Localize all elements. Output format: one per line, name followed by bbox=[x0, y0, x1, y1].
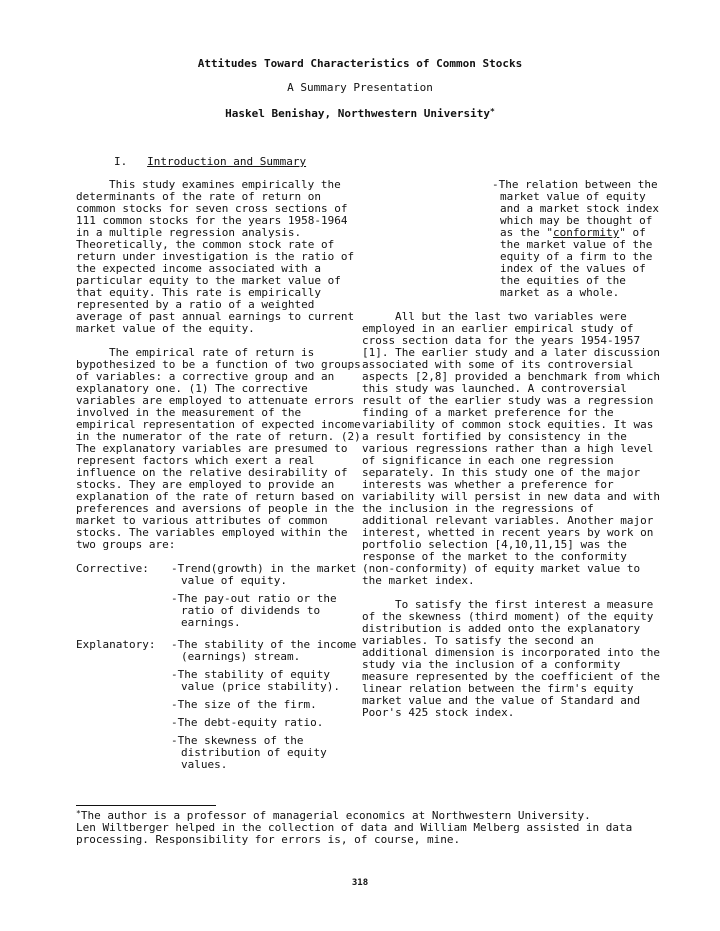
variable-item: -The debt-equity ratio. bbox=[171, 716, 324, 729]
footnote-rule bbox=[76, 805, 216, 806]
explanatory-variables bbox=[76, 639, 366, 777]
footnote-line-2: Len Wiltberger helped in the collection of data and William Melberg assisted in data processing. Responsibility for errors is, of course, mine. bbox=[76, 821, 633, 846]
footnote bbox=[76, 810, 676, 846]
prior-study-paragraph: All but the last two variables were employed in an earlier empirical study of cross section data for the years 1954-1957 [1]. The earlier study and a later discussion associated with some of its controversial aspects [2,8] provided a benchmark from which this study was launched. A controversial result of the earlier study was a regression finding of a market preference for the variability of common stock equities. It was a result fortified by consistency in the various regressions rather than a high level of significance in each one regression separately. In this study one of the major interests was whether a preference for variability will persist in new data and with the inclusion in the regressions of additional relevant variables. Another major interest, whetted in recent years by work on portfolio selection [4,10,11,15] was the response of the market to the conformity (non-conformity) of equity market value to the market index. bbox=[362, 310, 661, 587]
section-title: Introduction and Summary bbox=[147, 155, 307, 168]
variable-item: -The stability of the income (earnings) stream. bbox=[171, 638, 357, 663]
footnote-mark: * bbox=[76, 809, 81, 818]
variable-item: -The skewness of the distribution of equity values. bbox=[171, 734, 327, 771]
variable-item: -The pay-out ratio or the ratio of dividends to earnings. bbox=[171, 592, 337, 629]
right-column bbox=[362, 179, 662, 719]
hypothesis-paragraph: The empirical rate of return is bypothesized to be a function of two groups of variables: a corrective group and an explanatory one. (1) The corrective variables are employed to attenuate errors involved in the measurement of the empirical representation of expected income in the numerator of the rate of return. (2) The explanatory variables are presumed to represent factors which exert a real influence on the relative desirability of stocks. They are employed to provide an explanation of the rate of return based on preferences and aversions of people in the market to various attributes of common stocks. The variables employed within the two groups are: bbox=[76, 346, 361, 551]
paper-subtitle: A Summary Presentation bbox=[287, 81, 433, 94]
section-heading bbox=[114, 156, 306, 168]
measures-paragraph: To satisfy the first interest a measure of the skewness (third moment) of the equity distribution is added onto the explanatory variables. To satisfy the second an additional dimension is incorporated into the study via the inclusion of a conformity measure represented by the coefficient of the linear relation between the firm's equity market value and the value of Standard and Poor's 425 stock index. bbox=[362, 598, 661, 719]
conformity-item-start: -The relation between the market value of equity and a market stock index which may be thought of as the " bbox=[492, 178, 659, 239]
variable-item: -The size of the firm. bbox=[171, 698, 317, 711]
conformity-term: conformity bbox=[552, 226, 620, 239]
conformity-item-end: " of the market value of the equity of a firm to the index of the values of the equities of the market as a whole. bbox=[500, 226, 653, 299]
left-column bbox=[76, 179, 366, 777]
page-number: 318 bbox=[351, 878, 369, 888]
author-footnote-mark: * bbox=[490, 107, 495, 116]
corrective-label: Corrective: bbox=[76, 562, 149, 575]
author-name: Haskel Benishay, Northwestern University bbox=[225, 107, 491, 120]
paper-title: Attitudes Toward Characteristics of Common Stocks bbox=[197, 57, 523, 70]
section-number: I. bbox=[114, 155, 128, 168]
variable-item: -The stability of equity value (price stability). bbox=[171, 668, 340, 693]
explanatory-label: Explanatory: bbox=[76, 638, 156, 651]
variable-item: -Trend(growth) in the market value of equity. bbox=[171, 562, 357, 587]
conformity-variable-item bbox=[362, 179, 662, 299]
author-line bbox=[0, 108, 720, 120]
corrective-variables bbox=[76, 563, 366, 635]
intro-paragraph: This study examines empirically the determinants of the rate of return on common stocks for seven cross sections of 111 common stocks for the years 1958-1964 in a multiple regression analysis. Theoretically, the common stock rate of return under investigation is the ratio of the expected income associated with a particular equity to the market value of that equity. This rate is empirically represented by a ratio of a weighted average of past annual earnings to current market value of the equity. bbox=[76, 178, 355, 335]
footnote-line-1: The author is a professor of managerial economics at Northwestern University. bbox=[80, 809, 591, 822]
